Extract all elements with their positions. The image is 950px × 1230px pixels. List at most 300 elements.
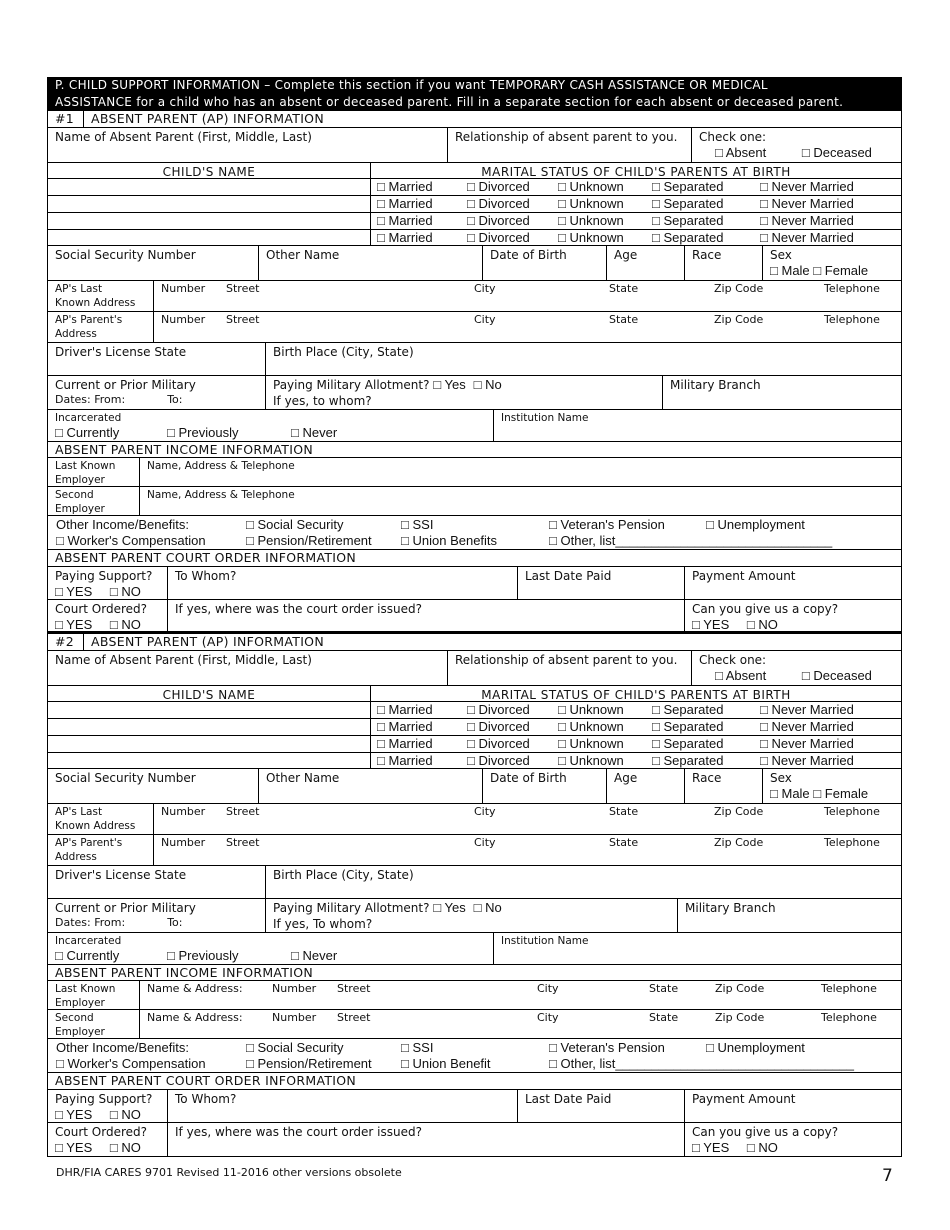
marital-option-label: Divorced: [478, 736, 530, 751]
marital-divorced-checkbox[interactable]: [467, 702, 558, 718]
ap-parent-address-field[interactable]: [154, 312, 901, 342]
deceased-label: Deceased: [813, 145, 872, 160]
child-row: [47, 736, 902, 753]
ap-last-address-label: [48, 804, 154, 834]
last-known-employer-field[interactable]: Name, Address & Telephone: [147, 460, 295, 472]
payment-amount-field[interactable]: Payment Amount: [692, 1092, 796, 1106]
ssn-field[interactable]: Social Security Number: [48, 246, 259, 280]
sex-label: Sex: [770, 771, 792, 785]
child-name-field[interactable]: [48, 230, 371, 245]
marital-option-label: Unknown: [569, 213, 624, 228]
checkbox-icon: □: [55, 948, 63, 963]
second-employer-field[interactable]: [140, 1010, 901, 1038]
marital-option-label: Divorced: [478, 196, 530, 211]
paying-support-no-checkbox[interactable]: [110, 1107, 141, 1122]
address-zip-label: Zip Code: [714, 836, 764, 849]
check-one-label: Check one:: [699, 653, 767, 667]
other-income-label: Other Income/Benefits:: [56, 517, 189, 532]
marital-option-label: Separated: [663, 196, 724, 211]
marital-never-married-checkbox[interactable]: [760, 736, 880, 752]
no-label: NO: [121, 617, 141, 631]
deceased-label: Deceased: [813, 668, 872, 683]
last-known-employer-field[interactable]: [140, 981, 901, 1009]
checkbox-icon: □: [246, 533, 254, 548]
marital-option-label: Married: [388, 753, 433, 768]
marital-never-married-checkbox[interactable]: [760, 196, 880, 212]
footer-text: DHR/FIA CARES 9701 Revised 11-2016 other versions obsolete: [56, 1166, 402, 1179]
child-name-field[interactable]: [48, 736, 371, 752]
address-telephone-label: Telephone: [824, 282, 880, 295]
deceased-checkbox[interactable]: [802, 668, 872, 683]
ap-number: #2: [48, 634, 84, 650]
marital-option-label: Divorced: [478, 179, 530, 194]
checkbox-icon: □: [549, 1056, 557, 1071]
address-street-label: Street: [226, 313, 260, 326]
absent-parent-2-block: [47, 634, 902, 1157]
institution-name-field[interactable]: Institution Name: [501, 412, 589, 424]
checkbox-icon: □: [760, 736, 768, 751]
income-section-title: ABSENT PARENT INCOME INFORMATION: [55, 442, 314, 457]
last-date-paid-field[interactable]: Last Date Paid: [518, 567, 685, 599]
copy-cell: [685, 1123, 901, 1156]
checkbox-icon: □: [760, 702, 768, 717]
other-list-checkbox[interactable]: [549, 533, 832, 549]
military-branch-field[interactable]: Military Branch: [670, 378, 761, 392]
child-name-field[interactable]: [48, 213, 371, 229]
checkbox-icon: □: [467, 736, 475, 751]
checkbox-icon: □: [401, 1040, 409, 1055]
no-label: NO: [121, 584, 141, 599]
marital-option-label: Separated: [663, 179, 724, 194]
marital-divorced-checkbox[interactable]: [467, 213, 558, 229]
checkbox-icon: □: [291, 948, 299, 963]
checkbox-icon: □: [377, 196, 385, 211]
checkbox-icon: □: [652, 736, 660, 751]
marital-divorced-checkbox[interactable]: [467, 753, 558, 768]
no-label: NO: [121, 1107, 141, 1122]
address-label-line1: AP's Parent's: [55, 837, 123, 849]
marital-married-checkbox[interactable]: [377, 719, 467, 735]
allotment-label: Paying Military Allotment?: [273, 901, 430, 915]
birth-place-field[interactable]: Birth Place (City, State): [273, 868, 414, 882]
union-benefits-checkbox[interactable]: [401, 1056, 549, 1072]
copy-yes-checkbox[interactable]: [692, 617, 729, 631]
marital-married-checkbox[interactable]: [377, 179, 467, 195]
checkbox-icon: □: [167, 425, 175, 440]
checkbox-icon: □: [652, 179, 660, 194]
checkbox-icon: □: [760, 719, 768, 734]
checkbox-icon: □: [652, 230, 660, 245]
marital-option-label: Never Married: [771, 702, 854, 717]
employer-label-line1: Last Known: [55, 460, 116, 472]
marital-separated-checkbox[interactable]: [652, 196, 760, 212]
pension-checkbox[interactable]: [246, 1056, 401, 1072]
military-label: Current or Prior Military: [55, 901, 196, 915]
child-name-field[interactable]: [48, 179, 371, 195]
unemployment-checkbox[interactable]: [706, 517, 805, 533]
marital-option-label: Married: [388, 736, 433, 751]
institution-name-field[interactable]: Institution Name: [501, 935, 589, 947]
marital-option-label: Never Married: [771, 196, 854, 211]
social-security-label: Social Security: [257, 1040, 344, 1055]
last-known-employer-label: [48, 981, 140, 1009]
paying-support-cell: [48, 1090, 168, 1122]
marital-separated-checkbox[interactable]: [652, 719, 760, 735]
marital-never-married-checkbox[interactable]: [760, 702, 880, 718]
marital-separated-checkbox[interactable]: [652, 230, 760, 245]
check-one-cell: [692, 128, 901, 162]
ap-name-field[interactable]: Name of Absent Parent (First, Middle, Last): [48, 128, 448, 162]
marital-option-label: Married: [388, 719, 433, 734]
marital-married-checkbox[interactable]: [377, 702, 467, 718]
last-known-employer-row: [47, 458, 902, 487]
copy-no-checkbox[interactable]: [747, 617, 778, 631]
if-yes-whom-label[interactable]: If yes, To whom?: [273, 917, 373, 931]
address-number-label: Number: [161, 805, 206, 818]
previously-label: Previously: [178, 425, 239, 440]
ssn-field[interactable]: Social Security Number: [48, 769, 259, 803]
to-whom-field[interactable]: To Whom?: [168, 1090, 518, 1122]
social-security-checkbox[interactable]: [246, 517, 401, 533]
currently-checkbox[interactable]: [55, 948, 167, 964]
marital-divorced-checkbox[interactable]: [467, 736, 558, 752]
child-name-header: CHILD'S NAME: [48, 163, 371, 178]
veterans-pension-checkbox[interactable]: [549, 517, 706, 533]
child-row: [47, 196, 902, 213]
allotment-no-checkbox[interactable]: [474, 900, 502, 915]
other-name-field[interactable]: Other Name: [259, 246, 483, 280]
ap-section-title: ABSENT PARENT (AP) INFORMATION: [91, 111, 324, 126]
military-label: Current or Prior Military: [55, 378, 196, 392]
marital-never-married-checkbox[interactable]: [760, 213, 880, 229]
male-checkbox[interactable]: [770, 263, 810, 278]
checkbox-icon: □: [558, 196, 566, 211]
marital-divorced-checkbox[interactable]: [467, 196, 558, 212]
race-field[interactable]: Race: [685, 246, 763, 280]
employer-name-addr-label: Name & Address:: [147, 1011, 243, 1024]
female-checkbox[interactable]: [813, 263, 868, 278]
checkbox-icon: □: [801, 145, 810, 160]
marital-unknown-checkbox[interactable]: [558, 719, 652, 735]
court-ordered-yes-checkbox[interactable]: [55, 1140, 92, 1155]
marital-option-label: Divorced: [478, 230, 530, 245]
address-number-label: Number: [161, 313, 206, 326]
marital-option-label: Never Married: [771, 213, 854, 228]
dob-field[interactable]: Date of Birth: [483, 769, 607, 803]
checkbox-icon: □: [109, 617, 118, 631]
incarcerated-cell: [48, 933, 494, 964]
address-city-label: City: [474, 313, 496, 326]
checkbox-icon: □: [760, 753, 768, 768]
checkbox-icon: □: [401, 1056, 409, 1071]
checkbox-icon: □: [55, 584, 63, 599]
allotment-yes-checkbox[interactable]: [433, 377, 465, 392]
checkbox-icon: □: [760, 230, 768, 245]
female-checkbox[interactable]: [813, 786, 868, 801]
employer-label-line1: Second: [55, 1012, 94, 1024]
ap-last-address-label: [48, 281, 154, 311]
marital-option-label: Never Married: [771, 719, 854, 734]
marital-never-married-checkbox[interactable]: [760, 753, 880, 768]
checkbox-icon: □: [558, 179, 566, 194]
unemployment-checkbox[interactable]: [706, 1040, 805, 1056]
other-name-field[interactable]: Other Name: [259, 769, 483, 803]
paying-support-yes-checkbox[interactable]: [55, 584, 92, 599]
marital-option-label: Unknown: [569, 736, 624, 751]
marital-unknown-checkbox[interactable]: [558, 196, 652, 212]
checkbox-icon: □: [55, 425, 63, 440]
marital-option-label: Married: [388, 196, 433, 211]
checkbox-icon: □: [813, 786, 822, 801]
checkbox-icon: □: [652, 196, 660, 211]
military-cell[interactable]: [48, 899, 266, 932]
court-ordered-no-checkbox[interactable]: [110, 1140, 141, 1155]
marital-divorced-checkbox[interactable]: [467, 719, 558, 735]
employer-label-line1: Last Known: [55, 983, 116, 995]
court-order-issued-field[interactable]: If yes, where was the court order issued?: [168, 600, 685, 631]
veterans-pension-label: Veteran's Pension: [560, 1040, 665, 1055]
social-security-checkbox[interactable]: [246, 1040, 401, 1056]
pension-label: Pension/Retirement: [257, 533, 372, 548]
yes-label: YES: [703, 617, 730, 631]
birth-place-field[interactable]: Birth Place (City, State): [273, 345, 414, 359]
checkbox-icon: □: [558, 230, 566, 245]
payment-amount-field[interactable]: Payment Amount: [692, 569, 796, 583]
absent-parent-1-block: [47, 111, 902, 634]
relationship-field[interactable]: Relationship of absent parent to you.: [448, 128, 692, 162]
checkbox-icon: □: [715, 668, 723, 683]
if-yes-whom-label[interactable]: If yes, to whom?: [273, 394, 372, 408]
last-known-employer-label: [48, 458, 140, 486]
marital-married-checkbox[interactable]: [377, 196, 467, 212]
address-number-label: Number: [161, 836, 206, 849]
paying-support-no-checkbox[interactable]: [110, 584, 141, 599]
to-whom-field[interactable]: To Whom?: [168, 567, 518, 599]
unemployment-label: Unemployment: [717, 1040, 805, 1055]
other-list-checkbox[interactable]: [549, 1056, 854, 1072]
ssi-checkbox[interactable]: [401, 517, 549, 533]
court-ordered-label: Court Ordered?: [55, 602, 147, 616]
address-zip-label: Zip Code: [714, 282, 764, 295]
checkbox-icon: □: [55, 1140, 63, 1155]
marital-status-options: [371, 719, 901, 735]
employer-city-label: City: [537, 1011, 559, 1024]
child-row: [47, 702, 902, 719]
workers-comp-label: Worker's Compensation: [67, 1056, 206, 1071]
court-section-title: ABSENT PARENT COURT ORDER INFORMATION: [55, 1073, 357, 1088]
marital-status-header: MARITAL STATUS OF CHILD'S PARENTS AT BIRTH: [481, 165, 791, 178]
ap-last-address-field[interactable]: [154, 281, 901, 311]
second-employer-field[interactable]: Name, Address & Telephone: [147, 489, 295, 501]
ap-last-address-row: [47, 804, 902, 835]
checkbox-icon: □: [246, 517, 254, 532]
employer-telephone-label: Telephone: [821, 982, 877, 995]
checkbox-icon: □: [291, 425, 299, 440]
address-state-label: State: [609, 282, 639, 295]
allotment-label: Paying Military Allotment?: [273, 378, 430, 392]
income-section-title: ABSENT PARENT INCOME INFORMATION: [55, 965, 314, 980]
marital-divorced-checkbox[interactable]: [467, 230, 558, 245]
never-checkbox[interactable]: [291, 948, 337, 964]
marital-unknown-checkbox[interactable]: [558, 753, 652, 768]
child-support-form: [47, 77, 902, 1157]
marital-option-label: Unknown: [569, 702, 624, 717]
allotment-no-checkbox[interactable]: [474, 377, 502, 392]
ap-name-field[interactable]: Name of Absent Parent (First, Middle, Last): [48, 651, 448, 685]
copy-label: Can you give us a copy?: [692, 602, 839, 616]
military-branch-field[interactable]: Military Branch: [685, 901, 776, 915]
employer-zip-label: Zip Code: [715, 1011, 765, 1024]
address-label-line2: Known Address: [55, 820, 136, 832]
marital-never-married-checkbox[interactable]: [760, 719, 880, 735]
age-field[interactable]: Age: [607, 769, 685, 803]
marital-unknown-checkbox[interactable]: [558, 179, 652, 195]
court-order-issued-field[interactable]: If yes, where was the court order issued?: [168, 1123, 685, 1156]
paying-support-yes-checkbox[interactable]: [55, 1107, 92, 1122]
military-cell[interactable]: [48, 376, 266, 409]
paying-support-label: Paying Support?: [55, 1092, 153, 1106]
page-number: 7: [882, 1166, 893, 1186]
court-ordered-cell: [48, 1123, 168, 1156]
ap-parent-address-row: [47, 835, 902, 866]
child-name-field[interactable]: [48, 753, 371, 768]
marital-option-label: Separated: [663, 719, 724, 734]
no-label: No: [485, 900, 502, 915]
dob-field[interactable]: Date of Birth: [483, 246, 607, 280]
copy-yes-checkbox[interactable]: [692, 1140, 729, 1155]
employer-zip-label: Zip Code: [715, 982, 765, 995]
marital-option-label: Married: [388, 213, 433, 228]
marital-unknown-checkbox[interactable]: [558, 736, 652, 752]
no-label: No: [485, 377, 502, 392]
address-label-line2: Known Address: [55, 297, 136, 309]
checkbox-icon: □: [652, 213, 660, 228]
union-benefits-label: Union Benefits: [412, 533, 498, 548]
court-ordered-yes-checkbox[interactable]: [55, 617, 92, 631]
child-name-field[interactable]: [48, 719, 371, 735]
ssi-label: SSI: [412, 1040, 434, 1055]
race-field[interactable]: Race: [685, 769, 763, 803]
marital-unknown-checkbox[interactable]: [558, 213, 652, 229]
drivers-license-field[interactable]: Driver's License State: [48, 866, 266, 898]
child-row: [47, 753, 902, 769]
checkbox-icon: □: [377, 736, 385, 751]
address-telephone-label: Telephone: [824, 313, 880, 326]
marital-option-label: Separated: [663, 736, 724, 751]
address-label-line2: Address: [55, 851, 97, 863]
marital-married-checkbox[interactable]: [377, 753, 467, 768]
male-label: Male: [781, 786, 810, 801]
marital-option-label: Divorced: [478, 213, 530, 228]
absent-checkbox[interactable]: [715, 145, 766, 160]
marital-married-checkbox[interactable]: [377, 736, 467, 752]
never-checkbox[interactable]: [291, 425, 337, 441]
checkbox-icon: □: [706, 517, 714, 532]
court-ordered-cell: [48, 600, 168, 631]
marital-unknown-checkbox[interactable]: [558, 702, 652, 718]
marital-separated-checkbox[interactable]: [652, 213, 760, 229]
marital-option-label: Unknown: [569, 196, 624, 211]
checkbox-icon: □: [558, 753, 566, 768]
employer-street-label: Street: [337, 982, 371, 995]
union-benefits-checkbox[interactable]: [401, 533, 549, 549]
military-allotment-cell: [266, 899, 678, 932]
marital-married-checkbox[interactable]: [377, 213, 467, 229]
checkbox-icon: □: [770, 263, 778, 278]
currently-checkbox[interactable]: [55, 425, 167, 441]
social-security-label: Social Security: [257, 517, 344, 532]
marital-status-options: [371, 736, 901, 752]
child-row: [47, 230, 902, 246]
marital-never-married-checkbox[interactable]: [760, 230, 880, 245]
copy-no-checkbox[interactable]: [747, 1140, 778, 1155]
ap-parent-address-field[interactable]: [154, 835, 901, 865]
last-date-paid-field[interactable]: Last Date Paid: [518, 1090, 685, 1122]
ssi-checkbox[interactable]: [401, 1040, 549, 1056]
marital-option-label: Married: [388, 702, 433, 717]
male-label: Male: [781, 263, 810, 278]
checkbox-icon: □: [109, 1107, 118, 1122]
yes-label: YES: [66, 617, 93, 631]
absent-checkbox[interactable]: [715, 668, 766, 683]
deceased-checkbox[interactable]: [802, 145, 872, 160]
dates-to-label: To:: [167, 916, 183, 929]
workers-comp-checkbox[interactable]: [56, 1056, 246, 1072]
check-one-label: Check one:: [699, 130, 767, 144]
other-income-cell: [48, 1039, 901, 1072]
checkbox-icon: □: [377, 702, 385, 717]
pension-checkbox[interactable]: [246, 533, 401, 549]
employer-telephone-label: Telephone: [821, 1011, 877, 1024]
workers-comp-checkbox[interactable]: [56, 533, 246, 549]
marital-unknown-checkbox[interactable]: [558, 230, 652, 245]
ap-last-address-field[interactable]: [154, 804, 901, 834]
marital-never-married-checkbox[interactable]: [760, 179, 880, 195]
marital-option-label: Never Married: [771, 736, 854, 751]
marital-option-label: Married: [388, 179, 433, 194]
incarcerated-cell: [48, 410, 494, 441]
address-state-label: State: [609, 313, 639, 326]
drivers-license-field[interactable]: Driver's License State: [48, 343, 266, 375]
marital-separated-checkbox[interactable]: [652, 179, 760, 195]
checkbox-icon: □: [706, 1040, 714, 1055]
checkbox-icon: □: [433, 900, 442, 915]
child-name-field[interactable]: [48, 702, 371, 718]
previously-checkbox[interactable]: [167, 425, 291, 441]
male-checkbox[interactable]: [770, 786, 810, 801]
checkbox-icon: □: [549, 533, 557, 548]
marital-separated-checkbox[interactable]: [652, 753, 760, 768]
checkbox-icon: □: [760, 213, 768, 228]
veterans-pension-checkbox[interactable]: [549, 1040, 706, 1056]
child-name-field[interactable]: [48, 196, 371, 212]
address-label-line1: AP's Last: [55, 806, 103, 818]
relationship-field[interactable]: Relationship of absent parent to you.: [448, 651, 692, 685]
previously-checkbox[interactable]: [167, 948, 291, 964]
marital-divorced-checkbox[interactable]: [467, 179, 558, 195]
marital-married-checkbox[interactable]: [377, 230, 467, 245]
marital-separated-checkbox[interactable]: [652, 702, 760, 718]
age-field[interactable]: Age: [607, 246, 685, 280]
checkbox-icon: □: [746, 617, 755, 631]
marital-separated-checkbox[interactable]: [652, 736, 760, 752]
court-ordered-no-checkbox[interactable]: [110, 617, 141, 631]
checkbox-icon: □: [558, 702, 566, 717]
child-row: [47, 179, 902, 196]
allotment-yes-checkbox[interactable]: [433, 900, 465, 915]
address-city-label: City: [474, 836, 496, 849]
currently-label: Currently: [66, 948, 120, 963]
